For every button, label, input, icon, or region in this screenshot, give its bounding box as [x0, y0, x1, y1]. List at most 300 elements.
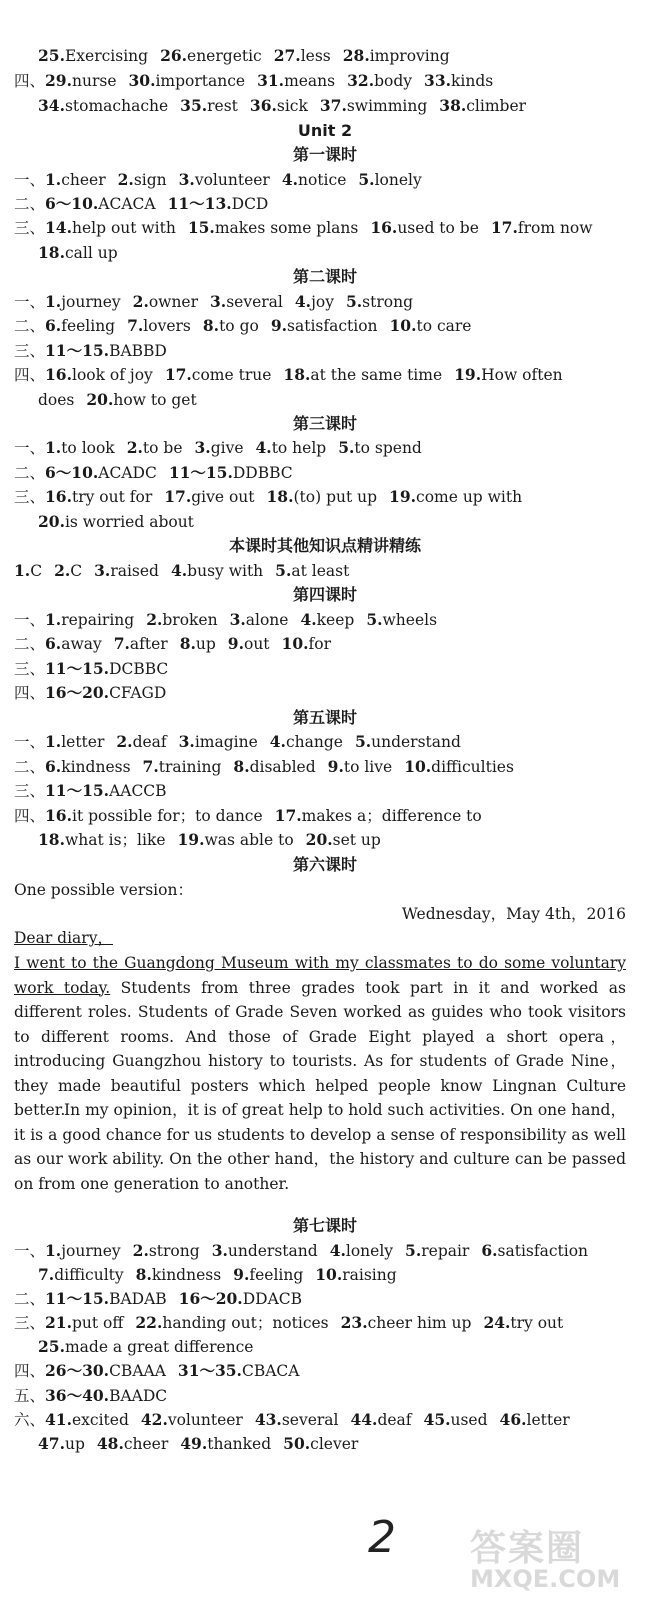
question-number: 7.	[127, 316, 144, 335]
answer-item	[210, 293, 283, 311]
answer-line	[38, 1337, 640, 1357]
answer-item	[14, 439, 115, 457]
question-number: 24.	[483, 1313, 511, 1332]
question-number: 3.	[194, 438, 211, 457]
answer-item	[38, 47, 148, 65]
section-prefix: 五、	[14, 1387, 46, 1405]
question-number: 6.	[481, 1241, 498, 1260]
answer-text: keep	[316, 611, 355, 629]
section-prefix: 三、	[14, 342, 46, 360]
answer-text: repairing	[61, 611, 135, 629]
answer-line	[38, 1265, 640, 1285]
answer-item	[203, 317, 259, 335]
answer-text: look of joy	[71, 366, 153, 384]
answer-line	[14, 561, 640, 581]
answer-text: stomachache	[64, 97, 169, 115]
answer-item	[481, 1242, 588, 1260]
answer-item	[54, 562, 82, 580]
answer-text: how to get	[113, 391, 197, 409]
answer-line	[14, 365, 640, 385]
essay-paragraph-1	[14, 951, 626, 1123]
answer-item	[439, 97, 526, 115]
answer-item	[274, 47, 331, 65]
answer-item	[38, 1266, 124, 1284]
section-prefix: 二、	[14, 758, 46, 776]
answer-text: does	[38, 391, 75, 409]
answer-text: improving	[369, 47, 450, 65]
lesson-title: 第二课时	[292, 267, 357, 286]
answer-text: clever	[310, 1435, 359, 1453]
question-number: 5.	[405, 1241, 422, 1260]
answer-text: swimming	[346, 97, 428, 115]
question-number: 16.	[45, 806, 72, 825]
answer-item	[179, 171, 270, 189]
question-number: 1.	[14, 561, 31, 580]
question-number: 11～15.	[45, 341, 110, 360]
answer-item	[483, 1314, 563, 1332]
question-number: 27.	[273, 46, 301, 65]
answer-text: raising	[342, 1266, 397, 1284]
answer-text: give	[210, 439, 244, 457]
answer-item	[14, 1242, 121, 1260]
answer-text: BAADC	[109, 1387, 168, 1405]
question-number: 6～10.	[45, 194, 99, 213]
question-number: 10.	[281, 634, 309, 653]
answer-text: excited	[71, 1411, 129, 1429]
answer-item	[320, 97, 427, 115]
question-number: 47.	[38, 1434, 65, 1453]
answer-item	[14, 782, 167, 800]
answer-item	[228, 635, 270, 653]
answer-text: (to) put up	[293, 488, 378, 506]
question-number: 9.	[327, 757, 344, 776]
answer-item	[212, 1242, 318, 1260]
question-number: 31～35.	[177, 1361, 242, 1380]
answer-text: volunteer	[194, 171, 270, 189]
answer-text: up	[64, 1435, 85, 1453]
question-number: 4.	[329, 1241, 346, 1260]
answer-text: DCD	[231, 195, 269, 213]
answer-item	[127, 317, 191, 335]
answer-item	[118, 171, 167, 189]
answer-text: lonely	[345, 1242, 394, 1260]
question-number: 20.	[305, 830, 333, 849]
answer-text: makes a；difference to	[301, 807, 482, 825]
section-prefix: 三、	[14, 1314, 46, 1332]
question-number: 2.	[117, 170, 134, 189]
answer-text: CBAAA	[109, 1362, 166, 1380]
answer-text: to live	[343, 758, 393, 776]
answer-item	[38, 1435, 85, 1453]
question-number: 3.	[210, 292, 227, 311]
answer-item	[116, 733, 166, 751]
answer-text: volunteer	[167, 1411, 243, 1429]
question-number: 1.	[45, 170, 62, 189]
answer-item	[233, 1266, 303, 1284]
answer-text: several	[226, 293, 283, 311]
question-number: 16.	[370, 218, 398, 237]
answer-text: journey	[61, 293, 121, 311]
answer-text: wheels	[382, 611, 438, 629]
answer-text: disabled	[249, 758, 316, 776]
answer-line	[14, 806, 640, 826]
question-number: 17.	[490, 218, 518, 237]
answer-text: out	[243, 635, 270, 653]
answer-item	[38, 391, 74, 409]
answer-text: kindness	[61, 758, 131, 776]
question-number: 32.	[347, 71, 375, 90]
question-number: 49.	[180, 1434, 208, 1453]
answer-item	[343, 47, 450, 65]
answer-line	[14, 732, 640, 752]
question-number: 18.	[283, 365, 311, 384]
question-number: 19.	[454, 365, 482, 384]
answer-item	[38, 1338, 253, 1356]
answer-item	[14, 684, 166, 702]
answer-text: energetic	[187, 47, 262, 65]
answer-item	[14, 317, 115, 335]
question-number: 4.	[255, 438, 272, 457]
answer-line	[14, 463, 640, 483]
question-number: 10.	[404, 757, 432, 776]
unit-title: Unit 2	[297, 121, 353, 140]
section-prefix: 一、	[14, 733, 46, 751]
question-number: 6.	[45, 316, 62, 335]
question-number: 11～15.	[45, 1289, 110, 1308]
answer-text: broken	[162, 611, 218, 629]
answer-text: from now	[517, 219, 593, 237]
answer-line	[14, 1241, 640, 1261]
section-prefix: 四、	[14, 366, 46, 384]
answer-text: letter	[61, 733, 105, 751]
question-number: 7.	[142, 757, 159, 776]
answer-item	[164, 488, 254, 506]
answer-text: repair	[421, 1242, 470, 1260]
answer-text: try out	[510, 1314, 564, 1332]
answer-text: call up	[64, 244, 118, 262]
answer-item	[14, 1387, 167, 1405]
question-number: 1.	[45, 732, 62, 751]
answer-item	[86, 391, 196, 409]
answer-item	[135, 1314, 328, 1332]
answer-item	[256, 439, 327, 457]
answer-text: handing out；notices	[162, 1314, 329, 1332]
answer-text: BADAB	[109, 1290, 167, 1308]
question-number: 4.	[300, 610, 317, 629]
answer-item	[178, 831, 294, 849]
answer-text: cheer him up	[367, 1314, 472, 1332]
section-prefix: 六、	[14, 1411, 46, 1429]
answer-text: away	[61, 635, 102, 653]
watermark-logo: 答案圈	[470, 1528, 585, 1569]
question-number: 1.	[45, 438, 62, 457]
question-number: 23.	[340, 1313, 368, 1332]
section-prefix: 四、	[14, 807, 46, 825]
answer-item	[355, 733, 461, 751]
question-number: 3.	[229, 610, 246, 629]
question-number: 28.	[342, 46, 370, 65]
answer-item	[180, 1435, 271, 1453]
answer-item	[230, 611, 289, 629]
answer-item	[250, 97, 308, 115]
answer-line	[14, 170, 640, 190]
answer-text: used	[450, 1411, 488, 1429]
question-number: 6～10.	[45, 463, 99, 482]
answer-text: C	[30, 562, 43, 580]
essay-body-text: Students from three grades took part in it and worked as different roles. Students of Grade Seven worked as guides who took visitors to different rooms. And those of Grade Eight played a short opera，introducing Guangzhou history to tourists. As for students of Grade Nine，they made beautiful posters which helped people know Lingnan Culture better.	[14, 978, 626, 1119]
answer-item	[341, 1314, 472, 1332]
answer-text: satisfaction	[287, 317, 378, 335]
question-number: 35.	[180, 96, 208, 115]
question-number: 22.	[135, 1313, 163, 1332]
answer-item	[14, 660, 168, 678]
answer-line	[14, 487, 640, 507]
answer-text: kinds	[451, 72, 494, 90]
question-number: 44.	[350, 1410, 378, 1429]
answer-text: help out with	[71, 219, 176, 237]
question-number: 30.	[128, 71, 156, 90]
answer-line	[14, 634, 640, 654]
answer-line	[14, 1313, 640, 1333]
answer-item	[347, 72, 412, 90]
answer-text: DCBBC	[109, 660, 169, 678]
answer-item	[283, 366, 442, 384]
question-number: 18.	[38, 243, 65, 262]
question-number: 26.	[160, 46, 188, 65]
question-number: 31.	[257, 71, 285, 90]
answer-item	[295, 293, 334, 311]
question-number: 43.	[254, 1410, 282, 1429]
question-number: 19.	[177, 830, 205, 849]
question-number: 8.	[179, 634, 196, 653]
answer-text: cheer	[123, 1435, 169, 1453]
section-prefix: 一、	[14, 611, 46, 629]
question-number: 1.	[45, 1241, 62, 1260]
answer-line	[14, 683, 640, 703]
answer-text: alone	[245, 611, 289, 629]
answer-item	[346, 293, 413, 311]
answer-text: is worried about	[64, 513, 194, 531]
section-prefix: 一、	[14, 293, 46, 311]
answer-item	[271, 317, 378, 335]
answer-text: strong	[362, 293, 413, 311]
answer-text: to spend	[354, 439, 422, 457]
answer-text: feeling	[61, 317, 116, 335]
answer-text: change	[285, 733, 343, 751]
question-number: 36.	[249, 96, 277, 115]
section-prefix: 三、	[14, 782, 46, 800]
answer-item	[14, 758, 131, 776]
question-number: 10.	[315, 1265, 343, 1284]
question-number: 9.	[227, 634, 244, 653]
answer-text: feeling	[249, 1266, 304, 1284]
answer-item	[404, 758, 514, 776]
answer-text: thanked	[207, 1435, 272, 1453]
question-number: 16.	[45, 365, 72, 384]
essay-date: Wednesday，May 4th，2016	[401, 905, 626, 923]
question-number: 20.	[86, 390, 114, 409]
answer-line	[38, 390, 640, 410]
question-number: 26～30.	[45, 1361, 110, 1380]
lesson-title: 第五课时	[292, 708, 357, 727]
answer-text: body	[374, 72, 413, 90]
answer-text: kindness	[151, 1266, 222, 1284]
question-number: 37.	[319, 96, 347, 115]
question-number: 25.	[38, 1337, 65, 1356]
answer-item	[133, 293, 198, 311]
question-number: 17.	[274, 806, 302, 825]
answer-line	[14, 218, 640, 238]
question-number: 2.	[132, 292, 149, 311]
lesson-title: 第一课时	[292, 145, 357, 164]
answer-text: sign	[133, 171, 167, 189]
answer-text: journey	[61, 1242, 121, 1260]
question-number: 14.	[45, 218, 72, 237]
answer-item	[195, 439, 244, 457]
answer-text: less	[300, 47, 331, 65]
section-prefix: 三、	[14, 488, 46, 506]
question-number: 4.	[170, 561, 188, 580]
answer-item	[38, 831, 166, 849]
watermark-url: MXQE.COM	[470, 1565, 621, 1593]
answer-item	[136, 1266, 222, 1284]
answer-text: to look	[61, 439, 115, 457]
section-prefix: 三、	[14, 219, 46, 237]
answer-item	[38, 97, 168, 115]
answer-line	[38, 96, 640, 116]
question-number: 10.	[389, 316, 417, 335]
question-number: 36～40.	[45, 1386, 110, 1405]
answer-text: deaf	[377, 1411, 412, 1429]
answer-item	[14, 488, 152, 506]
question-number: 5.	[358, 170, 375, 189]
answer-text: C	[70, 562, 83, 580]
question-number: 2.	[132, 1241, 149, 1260]
answer-text: lonely	[374, 171, 422, 189]
answer-text: to be	[142, 439, 183, 457]
answer-line	[14, 659, 640, 679]
answer-text: used to be	[397, 219, 479, 237]
answer-text: training	[158, 758, 222, 776]
answer-line	[38, 46, 640, 66]
question-number: 8.	[202, 316, 220, 335]
section-title: 本课时其他知识点精讲精练	[228, 536, 421, 555]
answer-line	[14, 1386, 640, 1406]
answer-line	[14, 757, 640, 777]
section-prefix: 二、	[14, 195, 46, 213]
answer-text: joy	[311, 293, 334, 311]
answer-item	[38, 513, 194, 531]
section-prefix: 二、	[14, 1290, 46, 1308]
answer-item	[454, 366, 562, 384]
question-number: 29.	[45, 71, 72, 90]
answer-line	[14, 71, 640, 91]
answer-text: to help	[271, 439, 327, 457]
answer-item	[315, 1266, 396, 1284]
question-number: 11～15.	[45, 659, 110, 678]
section-prefix: 四、	[14, 684, 46, 702]
answer-item	[14, 1411, 129, 1429]
question-number: 50.	[283, 1434, 311, 1453]
answer-item	[500, 1411, 570, 1429]
answer-text: importance	[155, 72, 246, 90]
answer-text: give out	[191, 488, 255, 506]
answer-item	[188, 219, 359, 237]
section-prefix: 一、	[14, 439, 46, 457]
answer-item	[275, 562, 349, 580]
question-number: 2.	[54, 561, 71, 580]
question-number: 2.	[146, 610, 163, 629]
answer-item	[14, 293, 121, 311]
answer-item	[255, 1411, 339, 1429]
answer-item	[129, 72, 246, 90]
answer-text: means	[284, 72, 336, 90]
question-number: 9.	[270, 316, 288, 335]
answer-text: climber	[466, 97, 527, 115]
answer-line	[14, 610, 640, 630]
answer-item	[114, 635, 168, 653]
answer-item	[390, 317, 472, 335]
answer-line	[14, 341, 640, 361]
answer-text: notice	[298, 171, 347, 189]
question-number: 45.	[423, 1410, 451, 1429]
answer-item	[405, 1242, 469, 1260]
answer-item	[143, 758, 222, 776]
answer-text: was able to	[204, 831, 294, 849]
answer-text: lovers	[143, 317, 191, 335]
answer-text: for	[308, 635, 331, 653]
answer-item	[141, 1411, 243, 1429]
answer-item	[330, 1242, 393, 1260]
answer-text: imagine	[194, 733, 258, 751]
answer-text: set up	[332, 831, 381, 849]
answer-text: CFAGD	[109, 684, 167, 702]
answer-item	[14, 635, 102, 653]
answer-text: at the same time	[310, 366, 443, 384]
question-number: 4.	[281, 170, 299, 189]
answer-item	[424, 1411, 488, 1429]
essay-salutation-text: Dear diary，	[14, 929, 113, 947]
answer-text: it possible for；to dance	[71, 807, 263, 825]
essay-salutation	[14, 928, 640, 948]
question-number: 7.	[113, 634, 130, 653]
answer-text: after	[129, 635, 168, 653]
answer-line	[38, 512, 640, 532]
answer-item	[38, 244, 118, 262]
answer-item	[179, 1290, 302, 1308]
question-number: 48.	[96, 1434, 124, 1453]
answer-item	[127, 439, 183, 457]
answer-text: understand	[227, 1242, 318, 1260]
answer-text: makes some plans	[214, 219, 359, 237]
essay-paragraph-2: In my opinion，it is of great help to hold such activities. On one hand，it is a good chance for us students to develop a sense of responsibility as well as our work ability. On the other hand，the history and culture can be passed on from one generation to another.	[14, 1101, 626, 1193]
watermark	[470, 1520, 640, 1593]
answer-text: ACADC	[98, 464, 157, 482]
answer-item	[168, 195, 269, 213]
question-number: 41.	[45, 1410, 72, 1429]
answer-line	[14, 316, 640, 336]
answer-line	[14, 781, 640, 801]
answer-text: to care	[416, 317, 472, 335]
answer-item	[350, 1411, 411, 1429]
question-number: 38.	[439, 96, 467, 115]
question-number: 21.	[45, 1313, 72, 1332]
answer-text: deaf	[132, 733, 167, 751]
question-number: 2.	[126, 438, 143, 457]
question-number: 1.	[45, 292, 62, 311]
answer-text: come true	[191, 366, 272, 384]
question-number: 16.	[45, 487, 72, 506]
